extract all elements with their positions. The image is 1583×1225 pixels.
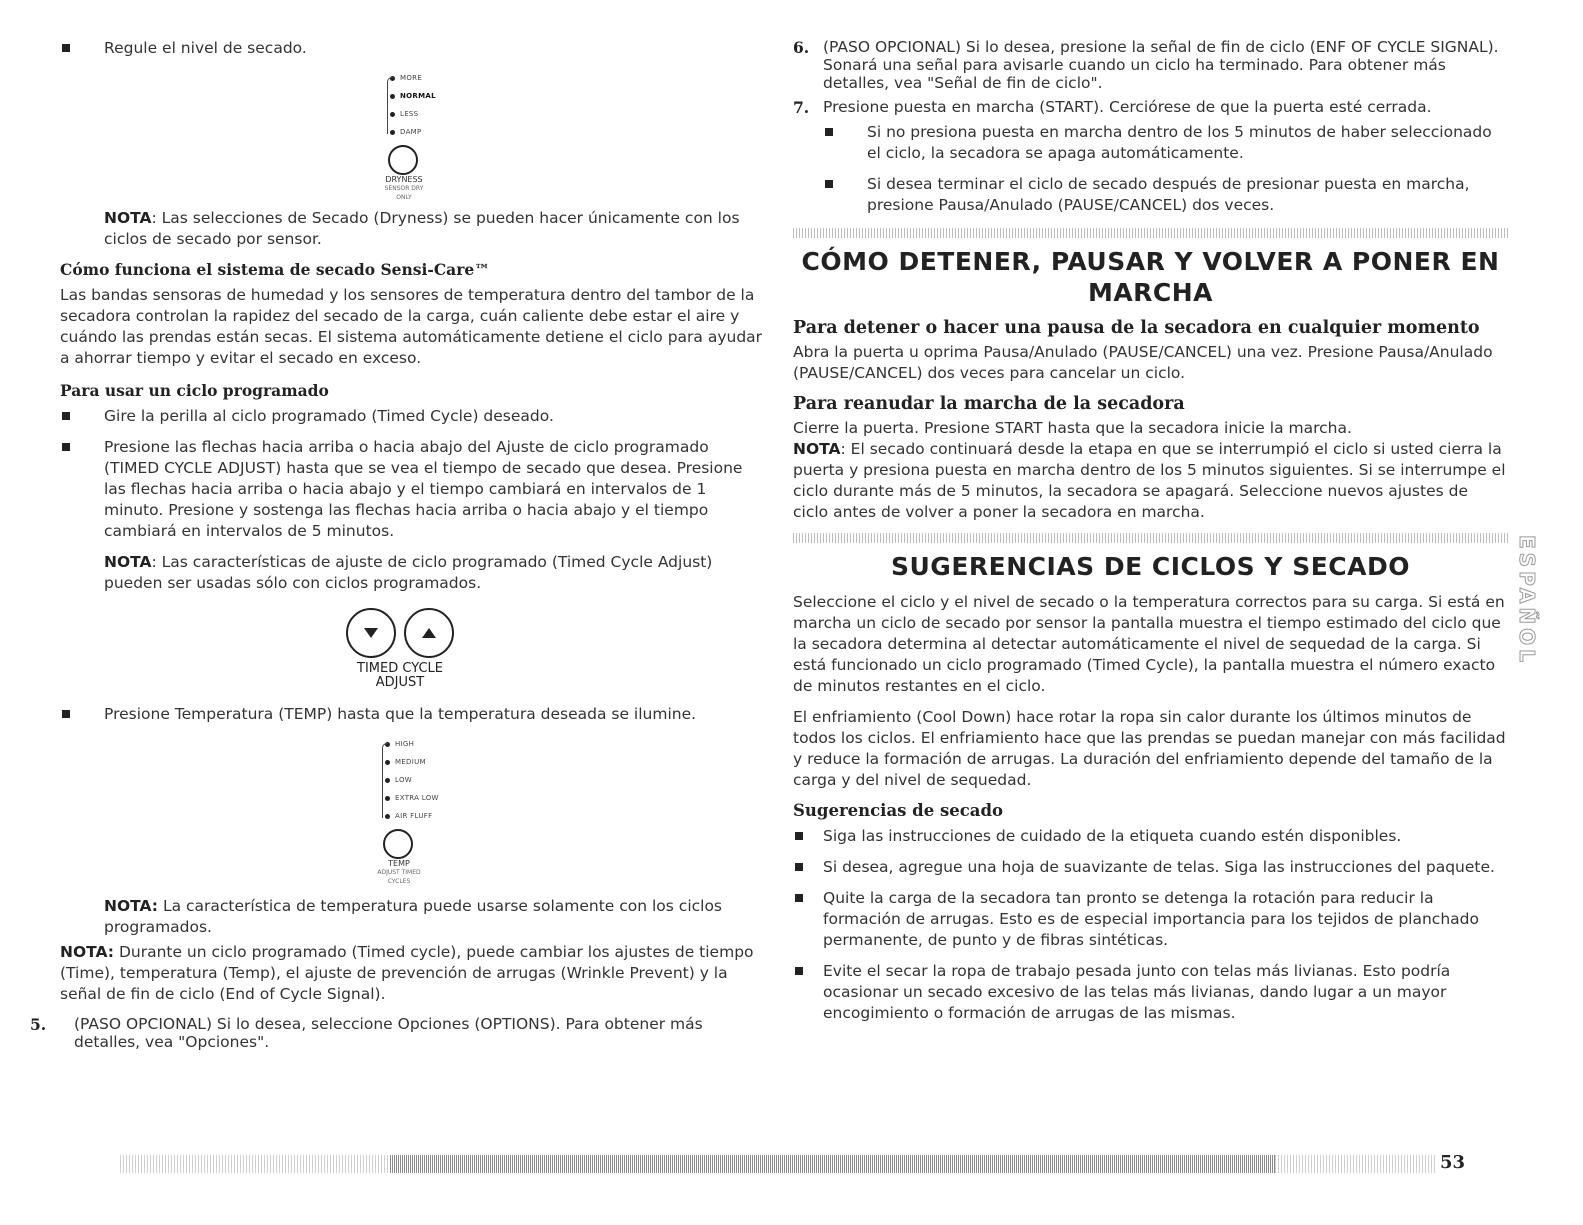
section-divider — [793, 228, 1508, 238]
temp-high-indicator: HIGH — [385, 735, 765, 753]
dryness-less-indicator: LESS — [390, 105, 765, 123]
note-resume: NOTA: El secado continuará desde la etapa en que se interrumpió el ciclo si usted cierra la puerta y presiona puesta en marcha dentro de los 5 minutos siguientes. Si se interrumpe el ciclo durante más de 5 minutos, la secadora se apagará. Seleccione nuevos ajustes de ciclo antes de volver a poner la secadora en marcha. — [793, 440, 1506, 521]
temp-extra-low-indicator: EXTRA LOW — [385, 789, 765, 807]
bullet-item: Si desea terminar el ciclo de secado después de presionar puesta en marcha, presione Pausa/Anulado (PAUSE/CANCEL) dos veces. — [823, 174, 1508, 216]
left-column — [30, 38, 765, 1057]
arrow-up-icon — [422, 628, 436, 638]
note-temperature: NOTA: La característica de temperatura puede usarse solamente con los ciclos programados. — [104, 897, 723, 936]
dryness-more-indicator: MORE — [390, 69, 765, 87]
temp-air-fluff-indicator: AIR FLUFF — [385, 807, 765, 825]
paragraph-sensi-care: Las bandas sensoras de humedad y los sensores de temperatura dentro del tambor de la secadora controlan la rapidez del secado de la carga, cuán caliente debe estar el aire y cuándo las prendas están secas. El sistema automáticamente detiene el ciclo para ayudar a ahorrar tiempo y evitar el secado en exceso. — [60, 286, 763, 367]
note-timed-adjust: NOTA: Las características de ajuste de ciclo programado (Timed Cycle Adjust) pueden ser usadas sólo con ciclos programados. — [104, 553, 713, 592]
bullet-item: Gire la perilla al ciclo programado (Timed Cycle) deseado. — [60, 406, 765, 427]
temp-selector — [377, 735, 765, 886]
language-side-tab: ESPAÑOL — [1515, 535, 1539, 666]
bullet-item: Presione las flechas hacia arriba o hacia abajo del Ajuste de ciclo programado (TIMED CYCLE ADJUST) hasta que se vea el tiempo de secado que desea. Presione las flechas hacia arriba o hacia abajo y el tiempo cambiará en intervalos de 1 minuto. Presione y sostenga las flechas hacia arriba o hacia abajo y el tiempo cambiará en intervalos de 5 minutos. — [60, 437, 765, 542]
dryness-selector — [384, 69, 765, 202]
timed-adjust-caption: TIMED CYCLE ADJUST — [357, 661, 443, 690]
step-6: 6. (PASO OPCIONAL) Si lo desea, presione la señal de fin de ciclo (ENF OF CYCLE SIGNAL). Sonará una señal para avisarle cuando un ciclo ha terminado. Para obtener más detalles, vea "Señal de fin de ciclo". — [793, 38, 1499, 92]
paragraph-suggestions-2: El enfriamiento (Cool Down) hace rotar la ropa sin calor durante los últimos minutos de todos los ciclos. El enfriamiento hace que las prendas se puedan manejar con más facilidad y reduce la formación de arrugas. La duración del enfriamiento depende del tamaño de la carga y del nivel de sequedad. — [793, 708, 1506, 789]
bullet-item: Evite el secar la ropa de trabajo pesada junto con telas más livianas. Esto podría ocasionar un secado excesivo de las telas más livianas, dando lugar a un mayor encogimiento o formación de arrugas de las mismas. — [793, 961, 1508, 1024]
note-dryness: NOTA: Las selecciones de Secado (Dryness) se pueden hacer únicamente con los ciclos de secado por sensor. — [104, 209, 740, 248]
bullet-item: Si desea, agregue una hoja de suavizante de telas. Siga las instrucciones del paquete. — [793, 857, 1508, 878]
temp-caption: TEMP ADJUST TIMED CYCLES — [377, 859, 421, 885]
heading-timed-cycle: Para usar un ciclo programado — [60, 381, 329, 400]
bullet-item: Regule el nivel de secado. — [60, 38, 765, 59]
heading-drying-tips: Sugerencias de secado — [793, 801, 1004, 820]
paragraph-suggestions-1: Seleccione el ciclo y el nivel de secado o la temperatura correctos para su carga. Si está en marcha un ciclo de secado por sensor la pantalla muestra el tiempo estimado del ciclo que la secadora determina al detectar automáticamente el nivel de sequedad de la carga. Si está funcionado un ciclo programado (Timed Cycle), la pantalla muestra el número exacto de minutos restantes en el ciclo. — [793, 593, 1505, 695]
paragraph-resume: Cierre la puerta. Presione START hasta que la secadora inicie la marcha. — [793, 419, 1352, 437]
section-divider — [793, 533, 1508, 543]
step-7: 7. Presione puesta en marcha (START). Cerciórese de que la puerta esté cerrada. — [793, 98, 1432, 117]
section-title-suggestions: SUGERENCIAS DE CICLOS Y SECADO — [891, 552, 1410, 581]
step-5: 5. (PASO OPCIONAL) Si lo desea, seleccione Opciones (OPTIONS). Para obtener más detalles, vea "Opciones". — [30, 1015, 703, 1051]
bullet-item: Si no presiona puesta en marcha dentro de los 5 minutos de haber seleccionado el ciclo, la secadora se apaga automáticamente. — [823, 122, 1508, 164]
section-title-stop-pause: CÓMO DETENER, PAUSAR Y VOLVER A PONER EN MARCHA — [801, 247, 1500, 307]
paragraph-pause: Abra la puerta u oprima Pausa/Anulado (PAUSE/CANCEL) una vez. Presione Pausa/Anulado (PAUSE/CANCEL) dos veces para cancelar un ciclo. — [793, 343, 1493, 382]
dryness-button — [388, 145, 418, 175]
bullet-item: Siga las instrucciones de cuidado de la etiqueta cuando estén disponibles. — [793, 826, 1508, 847]
bullet-item: Quite la carga de la secadora tan pronto se detenga la rotación para reducir la formación de arrugas. Esto es de especial importancia para los tejidos de planchado permanente, de punto y de fibras sintéticas. — [793, 888, 1508, 951]
heading-resume: Para reanudar la marcha de la secadora — [793, 394, 1185, 414]
dryness-damp-indicator: DAMP — [390, 123, 765, 141]
temp-button — [383, 829, 413, 859]
temp-medium-indicator: MEDIUM — [385, 753, 765, 771]
page-number: 53 — [1440, 1152, 1466, 1173]
arrow-down-icon — [364, 628, 378, 638]
heading-sensi-care: Cómo funciona el sistema de secado Sensi-Care™ — [60, 260, 490, 279]
footer-band — [120, 1155, 1435, 1173]
arrow-up-button — [404, 608, 454, 658]
timed-cycle-adjust-figure — [340, 608, 765, 690]
temp-low-indicator: LOW — [385, 771, 765, 789]
bullet-item: Presione Temperatura (TEMP) hasta que la temperatura deseada se ilumine. — [60, 704, 765, 725]
arrow-down-button — [346, 608, 396, 658]
dryness-normal-indicator: NORMAL — [390, 87, 765, 105]
note-timed-cycle-changes: NOTA: Durante un ciclo programado (Timed cycle), puede cambiar los ajustes de tiempo (Time), temperatura (Temp), el ajuste de prevención de arrugas (Wrinkle Prevent) y la señal de fin de ciclo (End of Cycle Signal). — [60, 943, 754, 1003]
heading-pause: Para detener o hacer una pausa de la secadora en cualquier momento — [793, 318, 1480, 338]
dryness-caption: DRYNESS SENSOR DRY ONLY — [384, 175, 424, 201]
right-column — [793, 38, 1508, 1034]
